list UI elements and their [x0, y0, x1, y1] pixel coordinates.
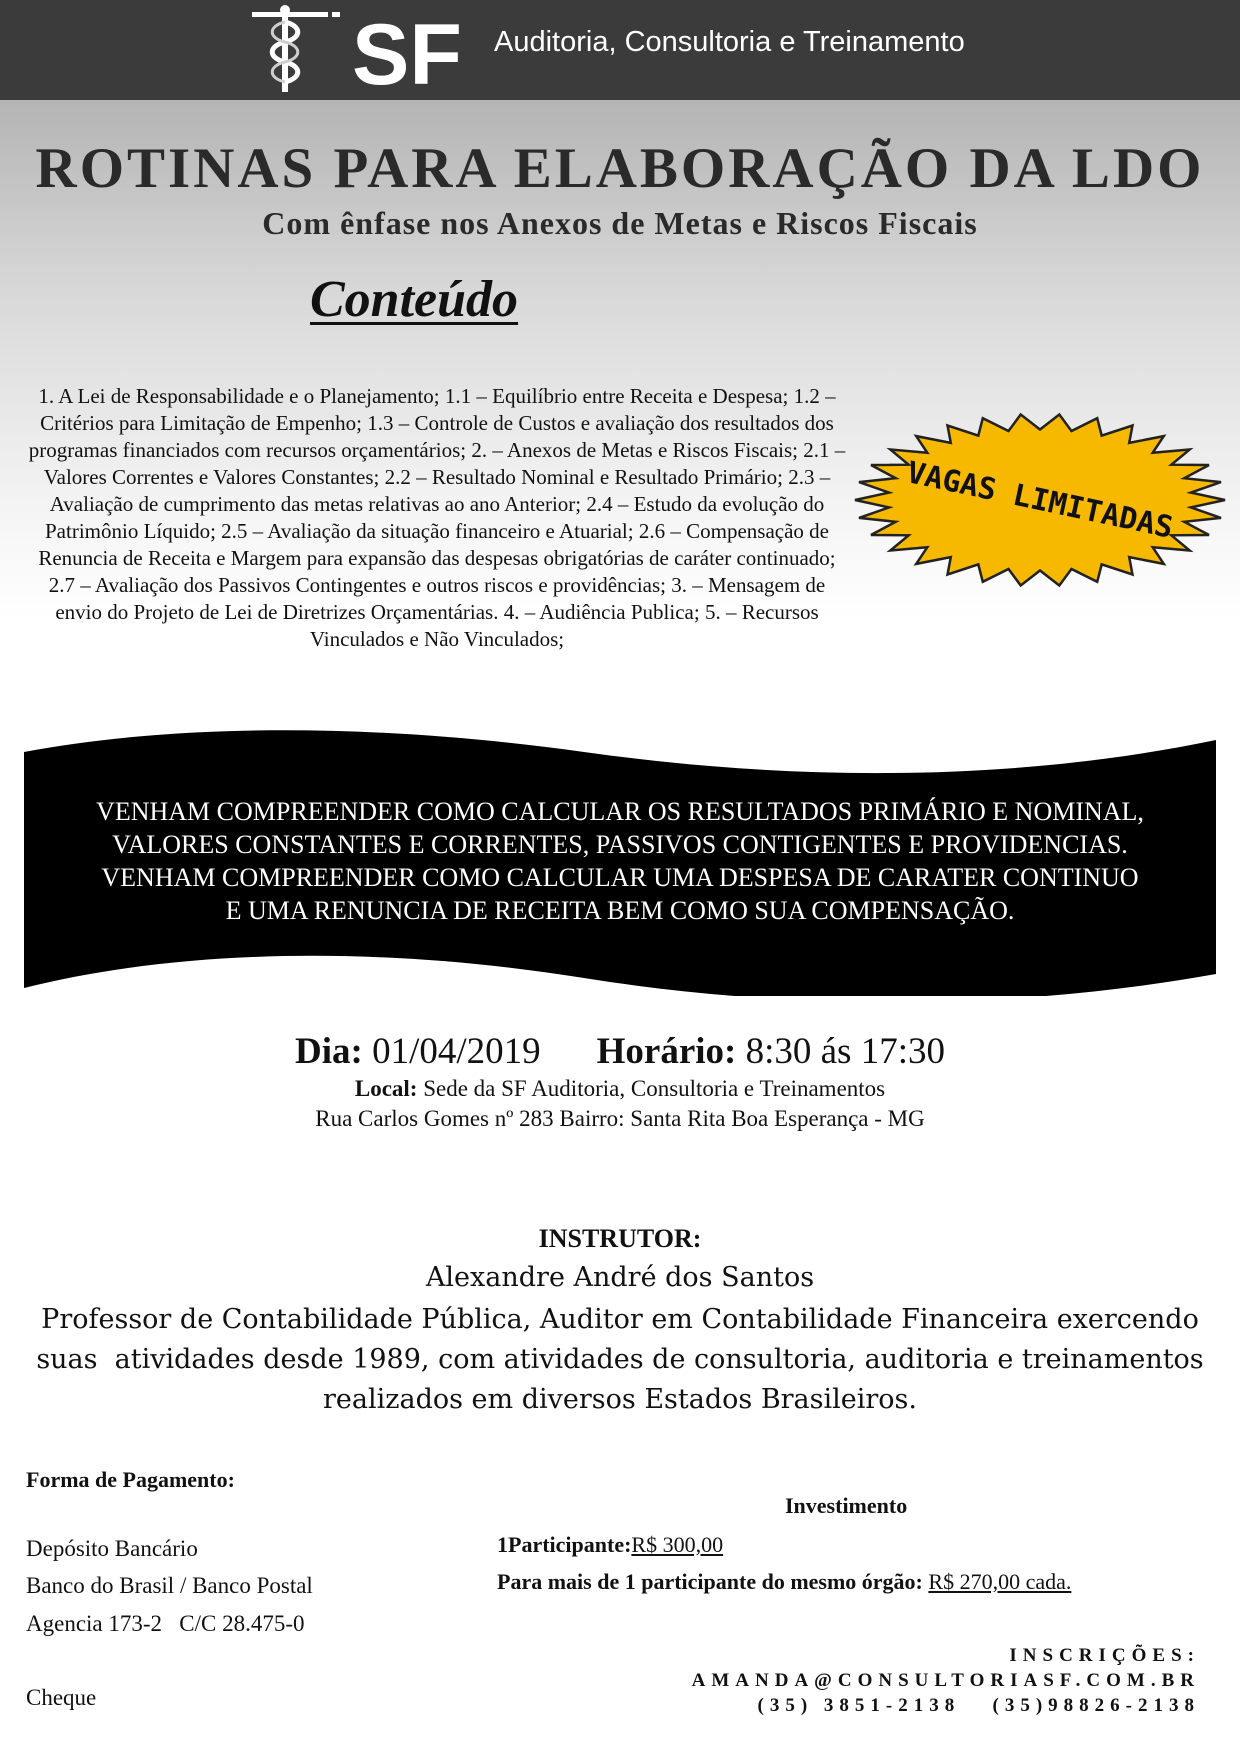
local-label: Local:: [354, 1076, 418, 1101]
price-group-label: Para mais de 1 participante do mesmo órgão:: [497, 1569, 923, 1594]
payment-method: Depósito Bancário: [26, 1536, 198, 1561]
event-local: [0, 1076, 1240, 1102]
registration-phones: (35) 3851-2138 (35)98826-2138: [757, 1695, 1200, 1716]
registration-heading: INSCRIÇÕES:: [1009, 1645, 1200, 1666]
page-title: ROTINAS PARA ELABORAÇÃO DA LDO: [35, 137, 1205, 200]
instructor-name: Alexandre André dos Santos: [425, 1262, 815, 1293]
price-single-value: R$ 300,00: [631, 1532, 724, 1557]
local-value: Sede da SF Auditoria, Consultoria e Treinamentos: [423, 1076, 886, 1101]
event-time: 8:30 ás 17:30: [745, 1031, 945, 1072]
header-bar: [0, 0, 1240, 100]
price-group: [497, 1569, 1071, 1595]
logo: [240, 4, 470, 96]
registration-email: AMANDA@CONSULTORIASF.COM.BR: [691, 1670, 1200, 1691]
payment-bank: Banco do Brasil / Banco Postal: [26, 1573, 313, 1598]
payment-cheque: Cheque: [26, 1685, 97, 1710]
banner-text: VENHAM COMPREENDER COMO CALCULAR OS RESULTADOS PRIMÁRIO E NOMINAL, VALORES CONSTANTES E CORRENTES, PASSIVOS CONTIGENTES E PROVIDENCIAS. VENHAM COMPREENDER COMO CALCULAR UMA DESPESA DE CARATER CONTINUO E UMA RENUNCIA DE RECEITA BEM COMO SUA COMPENSAÇÃO.: [96, 797, 1144, 925]
header-tagline: Auditoria, Consultoria e Treinamento: [494, 26, 965, 58]
payment-heading: Forma de Pagamento:: [26, 1467, 235, 1492]
event-address: Rua Carlos Gomes nº 283 Bairro: Santa Rita Boa Esperança - MG: [315, 1106, 925, 1131]
price-group-value: R$ 270,00 cada.: [928, 1569, 1072, 1594]
event-date-time: [0, 1030, 1240, 1073]
page-subtitle: Com ênfase nos Anexos de Metas e Riscos Fiscais: [262, 205, 978, 241]
instructor-heading: INSTRUTOR:: [538, 1224, 702, 1253]
event-date: 01/04/2019: [372, 1031, 541, 1072]
content-text: 1. A Lei de Responsabilidade e o Planejamento; 1.1 – Equilíbrio entre Receita e Despesa; 1.2 – Critérios para Limitação de Empenho; 1.3 – Controle de Custos e avaliação dos resultados dos programas financiados com recursos orçamentários; 2. – Anexos de Metas e Riscos Fiscais; 2.1 – Valores Correntes e Valores Constantes; 2.2 – Resultado Nominal e Resultado Primário; 2.3 – Avaliação de cumprimento das metas relativas ao ano Anterior; 2.4 – Estudo da evolução do Patrimônio Líquido; 2.5 – Avaliação da situação financeiro e Atuarial; 2.6 – Compensação de Renuncia de Receita e Margem para expansão das despesas obrigatórias de caráter continuado; 2.7 – Avaliação dos Passivos Contingentes e outros riscos e providências; 3. – Mensagem de envio do Projeto de Lei de Diretrizes Orçamentárias. 4. – Audiência Publica; 5. – Recursos Vinculados e Não Vinculados;: [28, 384, 846, 651]
date-label: Dia:: [294, 1031, 363, 1072]
investment-heading: Investimento: [785, 1493, 908, 1518]
badge-text: VAGAS LIMITADAS: [903, 455, 1177, 546]
time-label: Horário:: [596, 1031, 737, 1072]
content-heading: Conteúdo: [310, 271, 519, 328]
vagas-limitadas-badge: [850, 410, 1230, 590]
price-single-label: 1Participante:: [497, 1532, 632, 1557]
payment-account: Agencia 173-2 C/C 28.475-0: [26, 1611, 305, 1636]
svg-text:SF: SF: [352, 7, 462, 96]
instructor-bio: Professor de Contabilidade Pública, Auditor em Contabilidade Financeira exercendo suas atividades desde 1989, com atividades de consultoria, auditoria e treinamentos realizados em diversos Estados Brasileiros.: [36, 1304, 1204, 1415]
price-single: [497, 1532, 723, 1558]
